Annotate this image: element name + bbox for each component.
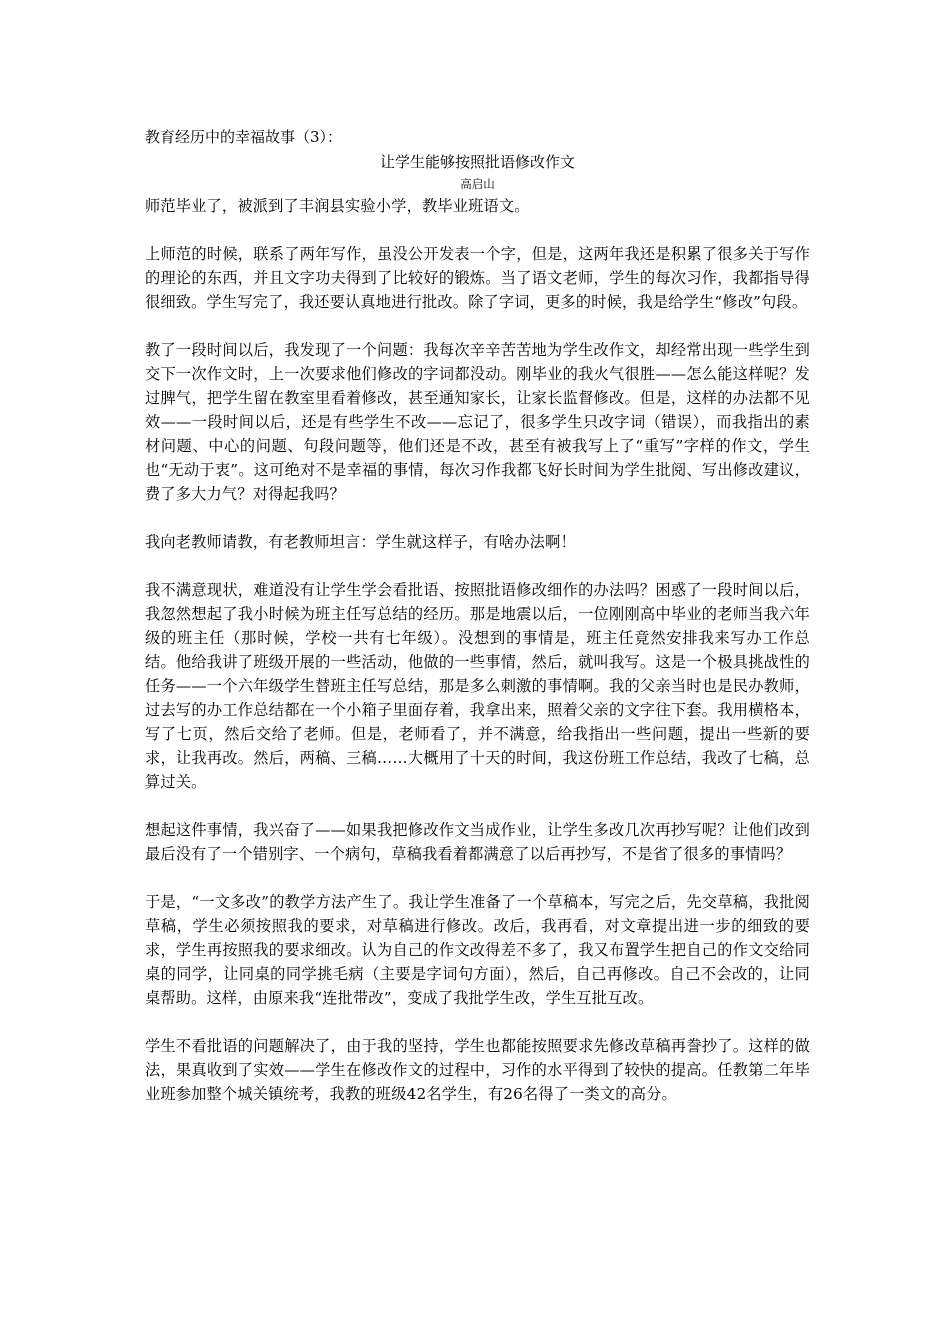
paragraph: 于是，“一文多改”的教学方法产生了。我让学生准备了一个草稿本，写完之后，先交草稿，我批阅草稿，学生必须按照我的要求，对草稿进行修改。改后，我再看，对文章提出进一步的细致的要求，学生再按照我的要求细改。认为自己的作文改得差不多了，我又布置学生把自己的作文交给同桌的同学，让同桌的同学挑毛病（主要是字词句方面），然后，自己再修改。自己不会改的，让同桌帮助。这样，由原来我“连批带改”，变成了我批学生改，学生互批互改。 — [145, 893, 810, 1007]
paragraph: 我向老教师请教，有老教师坦言：学生就这样子，有啥办法啊！ — [145, 533, 576, 551]
document-body — [145, 125, 810, 1130]
author-name: 高启山 — [460, 177, 495, 191]
article-title: 让学生能够按照批语修改作文 — [379, 153, 575, 171]
paragraph: 师范毕业了，被派到了丰润县实验小学，教毕业班语文。 — [145, 197, 530, 215]
paragraph: 想起这件事情，我兴奋了——如果我把修改作文当成作业，让学生多改几次再抄写呢？让他们改到最后没有了一个错别字、一个病句，草稿我看着都满意了以后再抄写，不是省了很多的事情吗？ — [145, 821, 810, 863]
paragraph: 上师范的时候，联系了两年写作，虽没公开发表一个字，但是，这两年我还是积累了很多关于写作的理论的东西，并且文字功夫得到了比较好的锻炼。当了语文老师，学生的每次习作，我都指导得很细致。学生写完了，我还要认真地进行批改。除了字词，更多的时候，我是给学生“修改”句段。 — [145, 245, 810, 311]
paragraph: 教了一段时间以后，我发现了一个问题：我每次辛辛苦苦地为学生改作文，却经常出现一些学生到交下一次作文时，上一次要求他们修改的字词都没动。刚毕业的我火气很胜——怎么能这样呢？发过脾气，把学生留在教室里看着修改，甚至通知家长，让家长监督修改。但是，这样的办法都不见效——一段时间以后，还是有些学生不改——忘记了，很多学生只改字词（错误），而我指出的素材问题、中心的问题、句段问题等，他们还是不改，甚至有被我写上了“重写”字样的作文，学生也“无动于衷”。这可绝对不是幸福的事情，每次习作我都飞好长时间为学生批阅、写出修改建议，费了多大力气？对得起我吗？ — [145, 341, 810, 503]
series-title: 教育经历中的幸福故事（3）： — [145, 128, 343, 146]
paragraph: 学生不看批语的问题解决了，由于我的坚持，学生也都能按照要求先修改草稿再誊抄了。这样的做法，果真收到了实效——学生在修改作文的过程中，习作的水平得到了较快的提高。任教第二年毕业班参加整个城关镇统考，我教的班级42名学生，有26名得了一类文的高分。 — [145, 1037, 810, 1103]
paragraph: 我不满意现状，难道没有让学生学会看批语、按照批语修改细作的办法吗？困惑了一段时间以后，我忽然想起了我小时候为班主任写总结的经历。那是地震以后，一位刚刚高中毕业的老师当我六年级的班主任（那时候，学校一共有七年级）。没想到的事情是，班主任竟然安排我来写办工作总结。他给我讲了班级开展的一些活动，他做的一些事情，然后，就叫我写。这是一个极具挑战性的任务——一个六年级学生替班主任写总结，那是多么刺激的事情啊。我的父亲当时也是民办教师，过去写的办工作总结都在一个小箱子里面存着，我拿出来，照着父亲的文字往下套。我用横格本，写了七页，然后交给了老师。但是，老师看了，并不满意，给我指出一些问题，提出一些新的要求，让我再改。然后，两稿、三稿……大概用了十天的时间，我这份班工作总结，我改了七稿，总算过关。 — [145, 581, 810, 791]
